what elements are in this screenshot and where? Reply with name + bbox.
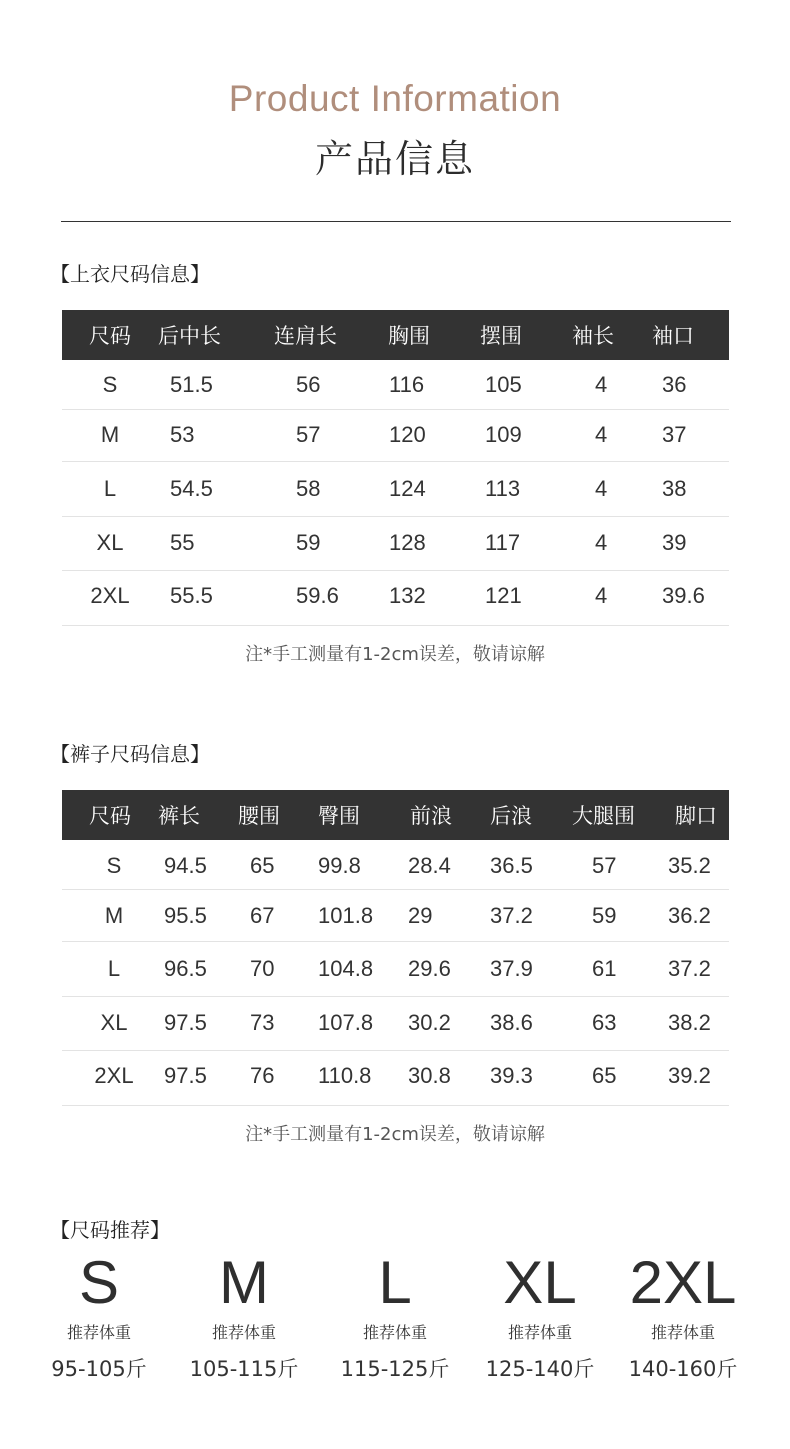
table-cell: 39 xyxy=(662,530,687,555)
column-header: 腰围 xyxy=(238,804,280,828)
recommended-size: XL xyxy=(503,1249,577,1316)
column-header: 连肩长 xyxy=(274,324,337,348)
table-cell: 59 xyxy=(592,903,617,928)
table-cell: 37.2 xyxy=(668,956,711,981)
size-recommendation-item xyxy=(320,1248,470,1383)
table-row xyxy=(62,410,729,462)
table-cell: 28.4 xyxy=(408,853,451,878)
column-header: 后浪 xyxy=(490,804,532,828)
table-cell: 95.5 xyxy=(164,903,207,928)
table-row xyxy=(62,360,729,410)
table-cell: 38.6 xyxy=(490,1010,533,1035)
table-cell: 73 xyxy=(250,1010,275,1035)
size-cell: S xyxy=(106,853,122,878)
table-row xyxy=(62,997,729,1051)
table-cell: 4 xyxy=(595,422,608,447)
size-cell: S xyxy=(102,372,118,397)
table-cell: 30.2 xyxy=(408,1010,451,1035)
size-recommendation-item xyxy=(24,1248,174,1383)
table-cell: 65 xyxy=(250,853,275,878)
size-cell: XL xyxy=(96,530,124,555)
title-english: Product Information xyxy=(228,78,562,119)
table-cell: 121 xyxy=(485,583,522,608)
recommended-weight-label: 推荐体重 xyxy=(362,1323,427,1342)
table-cell: 53 xyxy=(170,422,195,447)
table-cell: 57 xyxy=(592,853,617,878)
recommended-size: 2XL xyxy=(629,1249,737,1316)
recommended-weight-label: 推荐体重 xyxy=(211,1323,276,1342)
table-cell: 58 xyxy=(296,476,321,501)
table-cell: 61 xyxy=(592,956,617,981)
table-cell: 38.2 xyxy=(668,1010,711,1035)
recommended-weight-range: 140-160斤 xyxy=(628,1357,738,1381)
table-row xyxy=(62,517,729,571)
size-recommendation-item xyxy=(465,1248,615,1383)
table-cell: 4 xyxy=(595,372,608,397)
column-header: 后中长 xyxy=(158,324,221,348)
table-cell: 67 xyxy=(250,903,275,928)
column-header: 脚口 xyxy=(675,804,717,828)
table-cell: 104.8 xyxy=(318,956,374,981)
table-cell: 36.2 xyxy=(668,903,711,928)
table-row xyxy=(62,840,729,890)
table-cell: 54.5 xyxy=(170,476,213,501)
size-cell: 2XL xyxy=(90,583,130,608)
recommended-weight-range: 105-115斤 xyxy=(189,1357,299,1381)
table-cell: 29.6 xyxy=(408,956,451,981)
table-cell: 97.5 xyxy=(164,1063,207,1088)
size-cell: L xyxy=(107,956,121,981)
recommended-size: M xyxy=(219,1249,269,1316)
table-cell: 55.5 xyxy=(170,583,213,608)
table-cell: 4 xyxy=(595,583,608,608)
title-chinese: 产品信息 xyxy=(314,137,475,181)
pants-table-header xyxy=(62,790,729,840)
table-cell: 94.5 xyxy=(164,853,207,878)
table-cell: 116 xyxy=(389,372,425,397)
size-recommendation-item xyxy=(169,1248,319,1383)
table-cell: 56 xyxy=(296,372,321,397)
table-cell: 57 xyxy=(296,422,321,447)
column-header: 尺码 xyxy=(89,324,131,348)
table-cell: 117 xyxy=(485,530,521,555)
recommended-weight-label: 推荐体重 xyxy=(650,1323,715,1342)
table-cell: 37 xyxy=(662,422,687,447)
size-cell: M xyxy=(100,422,120,447)
pants-table-note: 注*手工测量有1-2cm误差，敬请谅解 xyxy=(245,1124,545,1145)
pants-table-label: 【裤子尺码信息】 xyxy=(50,742,210,766)
size-cell: M xyxy=(104,903,124,928)
table-row xyxy=(62,571,729,626)
top-size-table xyxy=(62,310,729,626)
column-header: 尺码 xyxy=(89,804,131,828)
table-cell: 39.2 xyxy=(668,1063,711,1088)
table-cell: 109 xyxy=(485,422,522,447)
top-table-body xyxy=(62,360,729,626)
top-table-label: 【上衣尺码信息】 xyxy=(50,262,210,286)
recommended-weight-label: 推荐体重 xyxy=(507,1323,572,1342)
recommended-weight-range: 95-105斤 xyxy=(51,1357,147,1381)
recommended-weight-range: 125-140斤 xyxy=(485,1357,595,1381)
table-cell: 76 xyxy=(250,1063,275,1088)
table-cell: 37.2 xyxy=(490,903,533,928)
table-cell: 38 xyxy=(662,476,687,501)
table-cell: 39.3 xyxy=(490,1063,533,1088)
table-cell: 105 xyxy=(485,372,522,397)
column-header: 袖长 xyxy=(572,324,614,348)
table-cell: 99.8 xyxy=(318,853,361,878)
table-cell: 65 xyxy=(592,1063,617,1088)
table-cell: 132 xyxy=(389,583,426,608)
table-cell: 63 xyxy=(592,1010,617,1035)
size-cell: XL xyxy=(100,1010,128,1035)
recommended-size: S xyxy=(78,1249,120,1316)
table-row xyxy=(62,462,729,517)
table-cell: 59 xyxy=(296,530,321,555)
table-cell: 124 xyxy=(389,476,426,501)
table-cell: 36 xyxy=(662,372,687,397)
table-cell: 107.8 xyxy=(318,1010,374,1035)
recommended-size: L xyxy=(378,1249,412,1316)
column-header: 摆围 xyxy=(480,324,522,348)
table-cell: 96.5 xyxy=(164,956,207,981)
recommendation-label: 【尺码推荐】 xyxy=(50,1218,170,1242)
pants-size-table xyxy=(62,790,729,1106)
column-header: 前浪 xyxy=(410,804,452,828)
table-cell: 51.5 xyxy=(170,372,213,397)
header-divider xyxy=(61,221,731,222)
recommended-weight-label: 推荐体重 xyxy=(66,1323,131,1342)
pants-table-body xyxy=(62,840,729,1106)
table-cell: 29 xyxy=(408,903,433,928)
table-cell: 101.8 xyxy=(318,903,374,928)
table-cell: 97.5 xyxy=(164,1010,207,1035)
recommended-weight-range: 115-125斤 xyxy=(340,1357,450,1381)
table-cell: 30.8 xyxy=(408,1063,451,1088)
size-cell: 2XL xyxy=(94,1063,134,1088)
column-header: 大腿围 xyxy=(572,804,635,828)
table-cell: 120 xyxy=(389,422,426,447)
column-header: 胸围 xyxy=(388,324,430,348)
table-cell: 35.2 xyxy=(668,853,711,878)
table-cell: 113 xyxy=(485,476,521,501)
top-table-header xyxy=(62,310,729,360)
table-cell: 59.6 xyxy=(296,583,339,608)
table-cell: 128 xyxy=(389,530,426,555)
table-cell: 36.5 xyxy=(490,853,533,878)
table-cell: 70 xyxy=(250,956,275,981)
table-cell: 110.8 xyxy=(318,1063,372,1088)
size-recommendation-item xyxy=(608,1248,758,1383)
table-row xyxy=(62,942,729,997)
table-row xyxy=(62,1051,729,1106)
column-header: 臀围 xyxy=(318,804,360,828)
column-header: 袖口 xyxy=(652,324,694,348)
table-row xyxy=(62,890,729,942)
table-cell: 39.6 xyxy=(662,583,705,608)
table-cell: 55 xyxy=(170,530,195,555)
top-table-note: 注*手工测量有1-2cm误差，敬请谅解 xyxy=(245,644,545,665)
table-cell: 4 xyxy=(595,476,608,501)
column-header: 裤长 xyxy=(158,804,200,828)
table-cell: 37.9 xyxy=(490,956,533,981)
size-cell: L xyxy=(103,476,117,501)
table-cell: 4 xyxy=(595,530,608,555)
